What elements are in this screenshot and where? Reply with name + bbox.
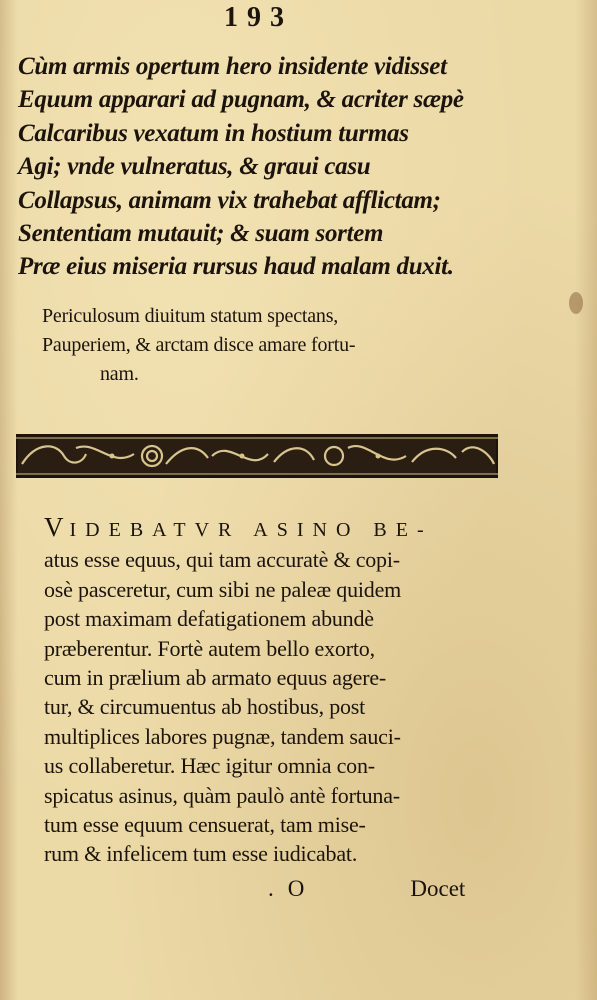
moral-epigraph	[42, 302, 355, 389]
signature-dot: .	[268, 876, 274, 901]
fable-line: rum & infelicem tum esse iudicabat.	[44, 841, 358, 867]
small-caps-opening: IDEBATVR ASINO BE-	[69, 519, 433, 541]
fable-line: spicatus asinus, quàm paulò antè fortuna-	[44, 782, 400, 808]
fable-line: post maximam defatigationem abundè	[44, 606, 374, 632]
verse-block	[18, 50, 464, 284]
verse-line: Collapsus, animam vix trahebat afflictam;	[18, 186, 441, 214]
fable-first-line	[44, 513, 433, 545]
fable-line: us collaberetur. Hæc igitur omnia con-	[44, 753, 375, 779]
fable-line: osè pasceretur, cum sibi ne paleæ quidem	[44, 576, 402, 602]
fable-line: cum in prælium ab armato equus agere-	[44, 665, 387, 691]
moral-line: nam.	[100, 363, 139, 385]
paper-stain	[569, 292, 583, 314]
catchword: Docet	[410, 876, 466, 901]
catchword-line	[268, 876, 465, 902]
fable-text	[44, 513, 433, 869]
verse-line: Agi; vnde vulneratus, & graui casu	[18, 153, 371, 181]
fable-line: præberentur. Fortè autem bello exorto,	[44, 635, 375, 661]
fable-line: tum esse equum censuerat, tam mise-	[44, 812, 366, 838]
verse-line: Calcaribus vexatum in hostium turmas	[18, 119, 409, 147]
verse-line: Equum apparari ad pugnam, & acriter sæpè	[18, 86, 464, 114]
fable-line: tur, & circumuentus ab hostibus, post	[44, 694, 366, 720]
drop-capital: V	[44, 512, 70, 542]
verse-line: Sententiam mutauit; & suam sortem	[18, 220, 384, 248]
moral-line: Pauperiem, & arctam disce amare fortu-	[42, 334, 356, 356]
woodcut-ornament-band	[16, 434, 498, 478]
verse-line: Præ eius miseria rursus haud malam duxit.	[18, 253, 454, 281]
signature-mark: O	[287, 876, 305, 901]
verse-line: Cùm armis opertum hero insidente vidisset	[18, 53, 447, 80]
page-number: 193	[224, 2, 293, 33]
moral-line: Periculosum diuitum statum spectans,	[42, 305, 339, 327]
fable-line: multiplices labores pugnæ, tandem sauci-	[44, 723, 401, 749]
fable-line: atus esse equus, qui tam accuratè & copi-	[44, 547, 400, 573]
